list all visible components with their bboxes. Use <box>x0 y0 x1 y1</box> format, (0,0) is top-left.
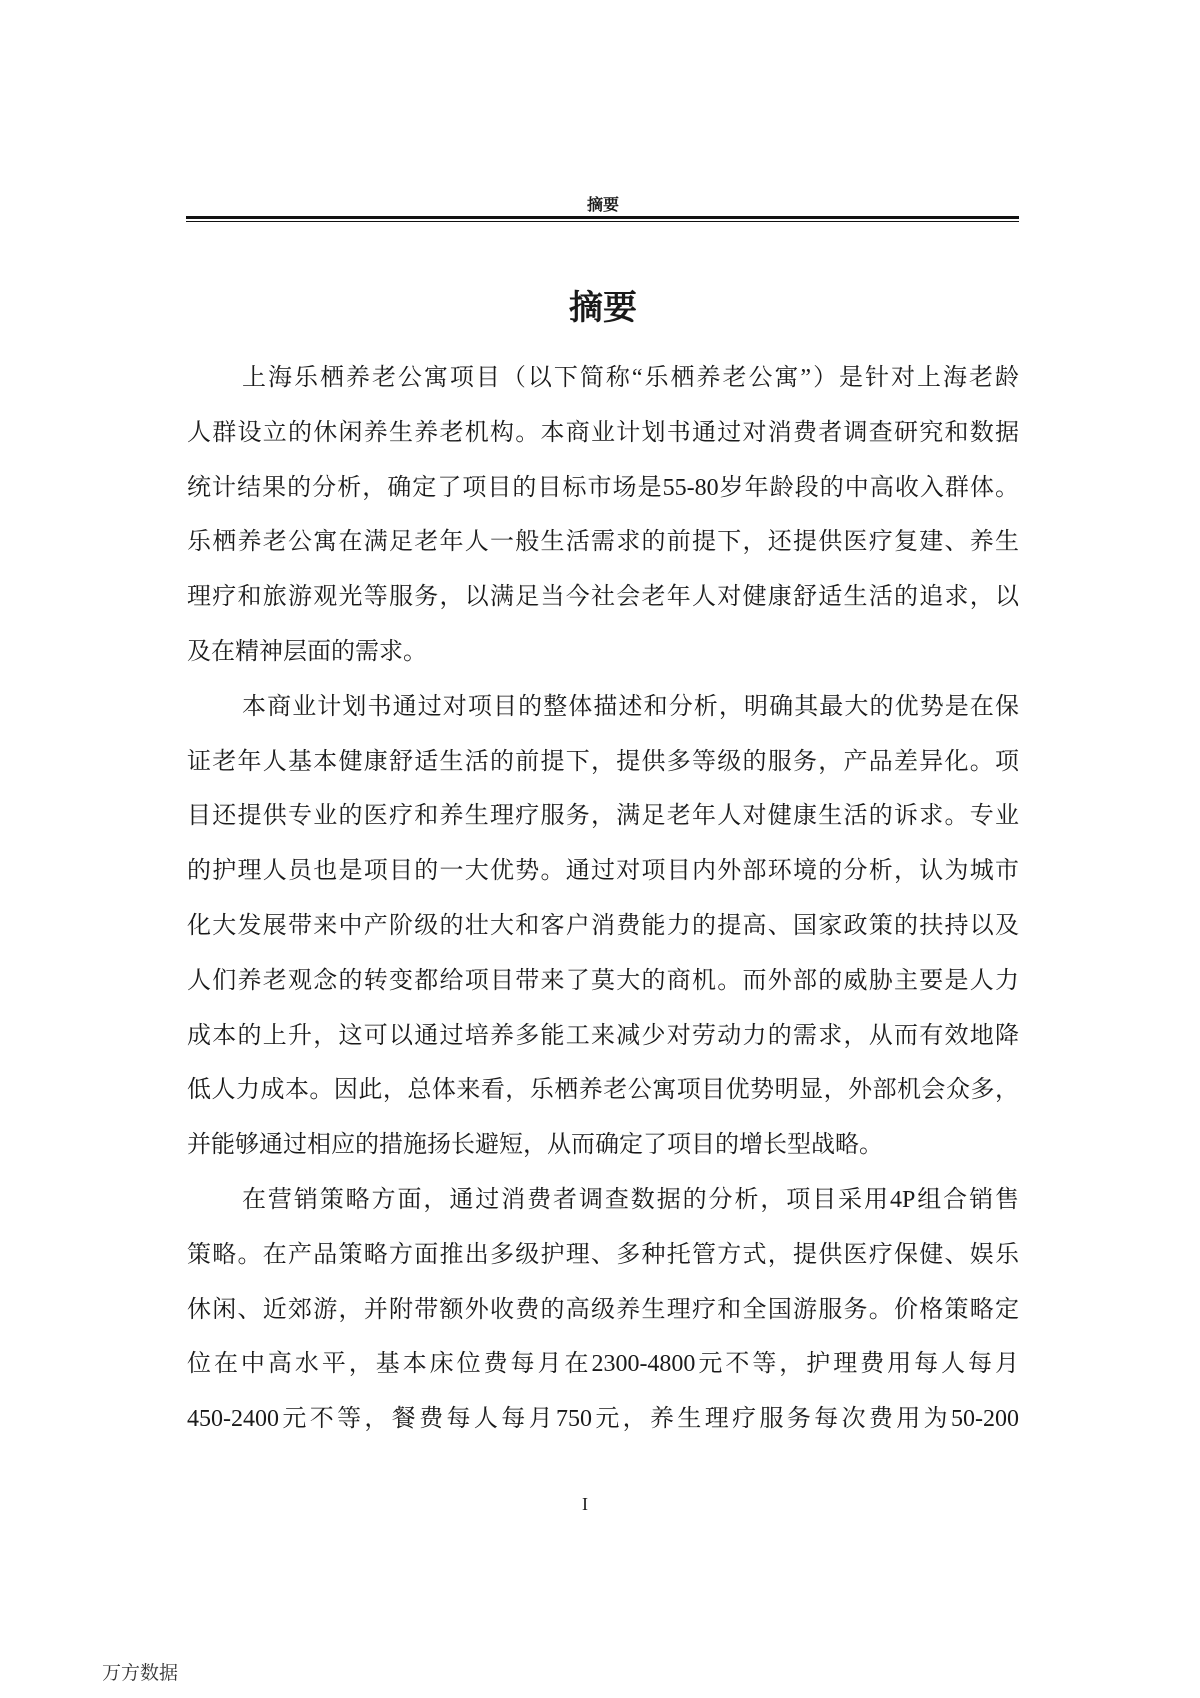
paragraph-line: 450-2400元不等，餐费每人每月750元，养生理疗服务每次费用为50-200 <box>187 1406 1019 1433</box>
paragraph-line: 本商业计划书通过对项目的整体描述和分析，明确其最大的优势是在保 <box>242 693 1019 720</box>
paragraph-line: 的护理人员也是项目的一大优势。通过对项目内外部环境的分析，认为城市 <box>187 858 1019 885</box>
footer-watermark: 万方数据 <box>102 1663 179 1684</box>
header-rule-thick <box>186 216 1019 219</box>
paragraph-line: 证老年人基本健康舒适生活的前提下，提供多等级的服务，产品差异化。项 <box>187 748 1019 775</box>
paragraph-line: 及在精神层面的需求。 <box>187 638 427 665</box>
paragraph-line: 位在中高水平，基本床位费每月在2300-4800元不等，护理费用每人每月 <box>187 1351 1019 1378</box>
paragraph-line: 策略。在产品策略方面推出多级护理、多种托管方式，提供医疗保健、娱乐 <box>187 1241 1019 1268</box>
paragraph-line: 化大发展带来中产阶级的壮大和客户消费能力的提高、国家政策的扶持以及 <box>187 912 1019 939</box>
paragraph-line: 目还提供专业的医疗和养生理疗服务，满足老年人对健康生活的诉求。专业 <box>187 803 1019 830</box>
abstract-body <box>187 351 1019 1447</box>
paragraph-line: 乐栖养老公寓在满足老年人一般生活需求的前提下，还提供医疗复建、养生 <box>187 529 1019 556</box>
running-header: 摘要 <box>586 197 619 214</box>
paragraph-line: 理疗和旅游观光等服务，以满足当今社会老年人对健康舒适生活的追求，以 <box>187 584 1019 611</box>
paragraph-line: 统计结果的分析，确定了项目的目标市场是55-80岁年龄段的中高收入群体。 <box>187 474 1019 501</box>
page-title: 摘要 <box>569 288 637 328</box>
header-rule-thin <box>186 221 1019 222</box>
paragraph-line: 上海乐栖养老公寓项目（以下简称“乐栖养老公寓”）是针对上海老龄 <box>242 365 1019 391</box>
paragraph-line: 人们养老观念的转变都给项目带来了莫大的商机。而外部的威胁主要是人力 <box>187 967 1019 994</box>
paragraph-line: 低人力成本。因此，总体来看，乐栖养老公寓项目优势明显，外部机会众多， <box>187 1077 1019 1104</box>
paragraph-line: 并能够通过相应的措施扬长避短，从而确定了项目的增长型战略。 <box>187 1132 883 1159</box>
paragraph-line: 成本的上升，这可以通过培养多能工来减少对劳动力的需求，从而有效地降 <box>187 1022 1019 1049</box>
page-number: I <box>582 1494 588 1514</box>
paragraph-line: 休闲、近郊游，并附带额外收费的高级养生理疗和全国游服务。价格策略定 <box>187 1296 1019 1323</box>
paragraph-line: 在营销策略方面，通过消费者调查数据的分析，项目采用4P组合销售 <box>242 1186 1019 1213</box>
paragraph-line: 人群设立的休闲养生养老机构。本商业计划书通过对消费者调查研究和数据 <box>187 419 1019 446</box>
